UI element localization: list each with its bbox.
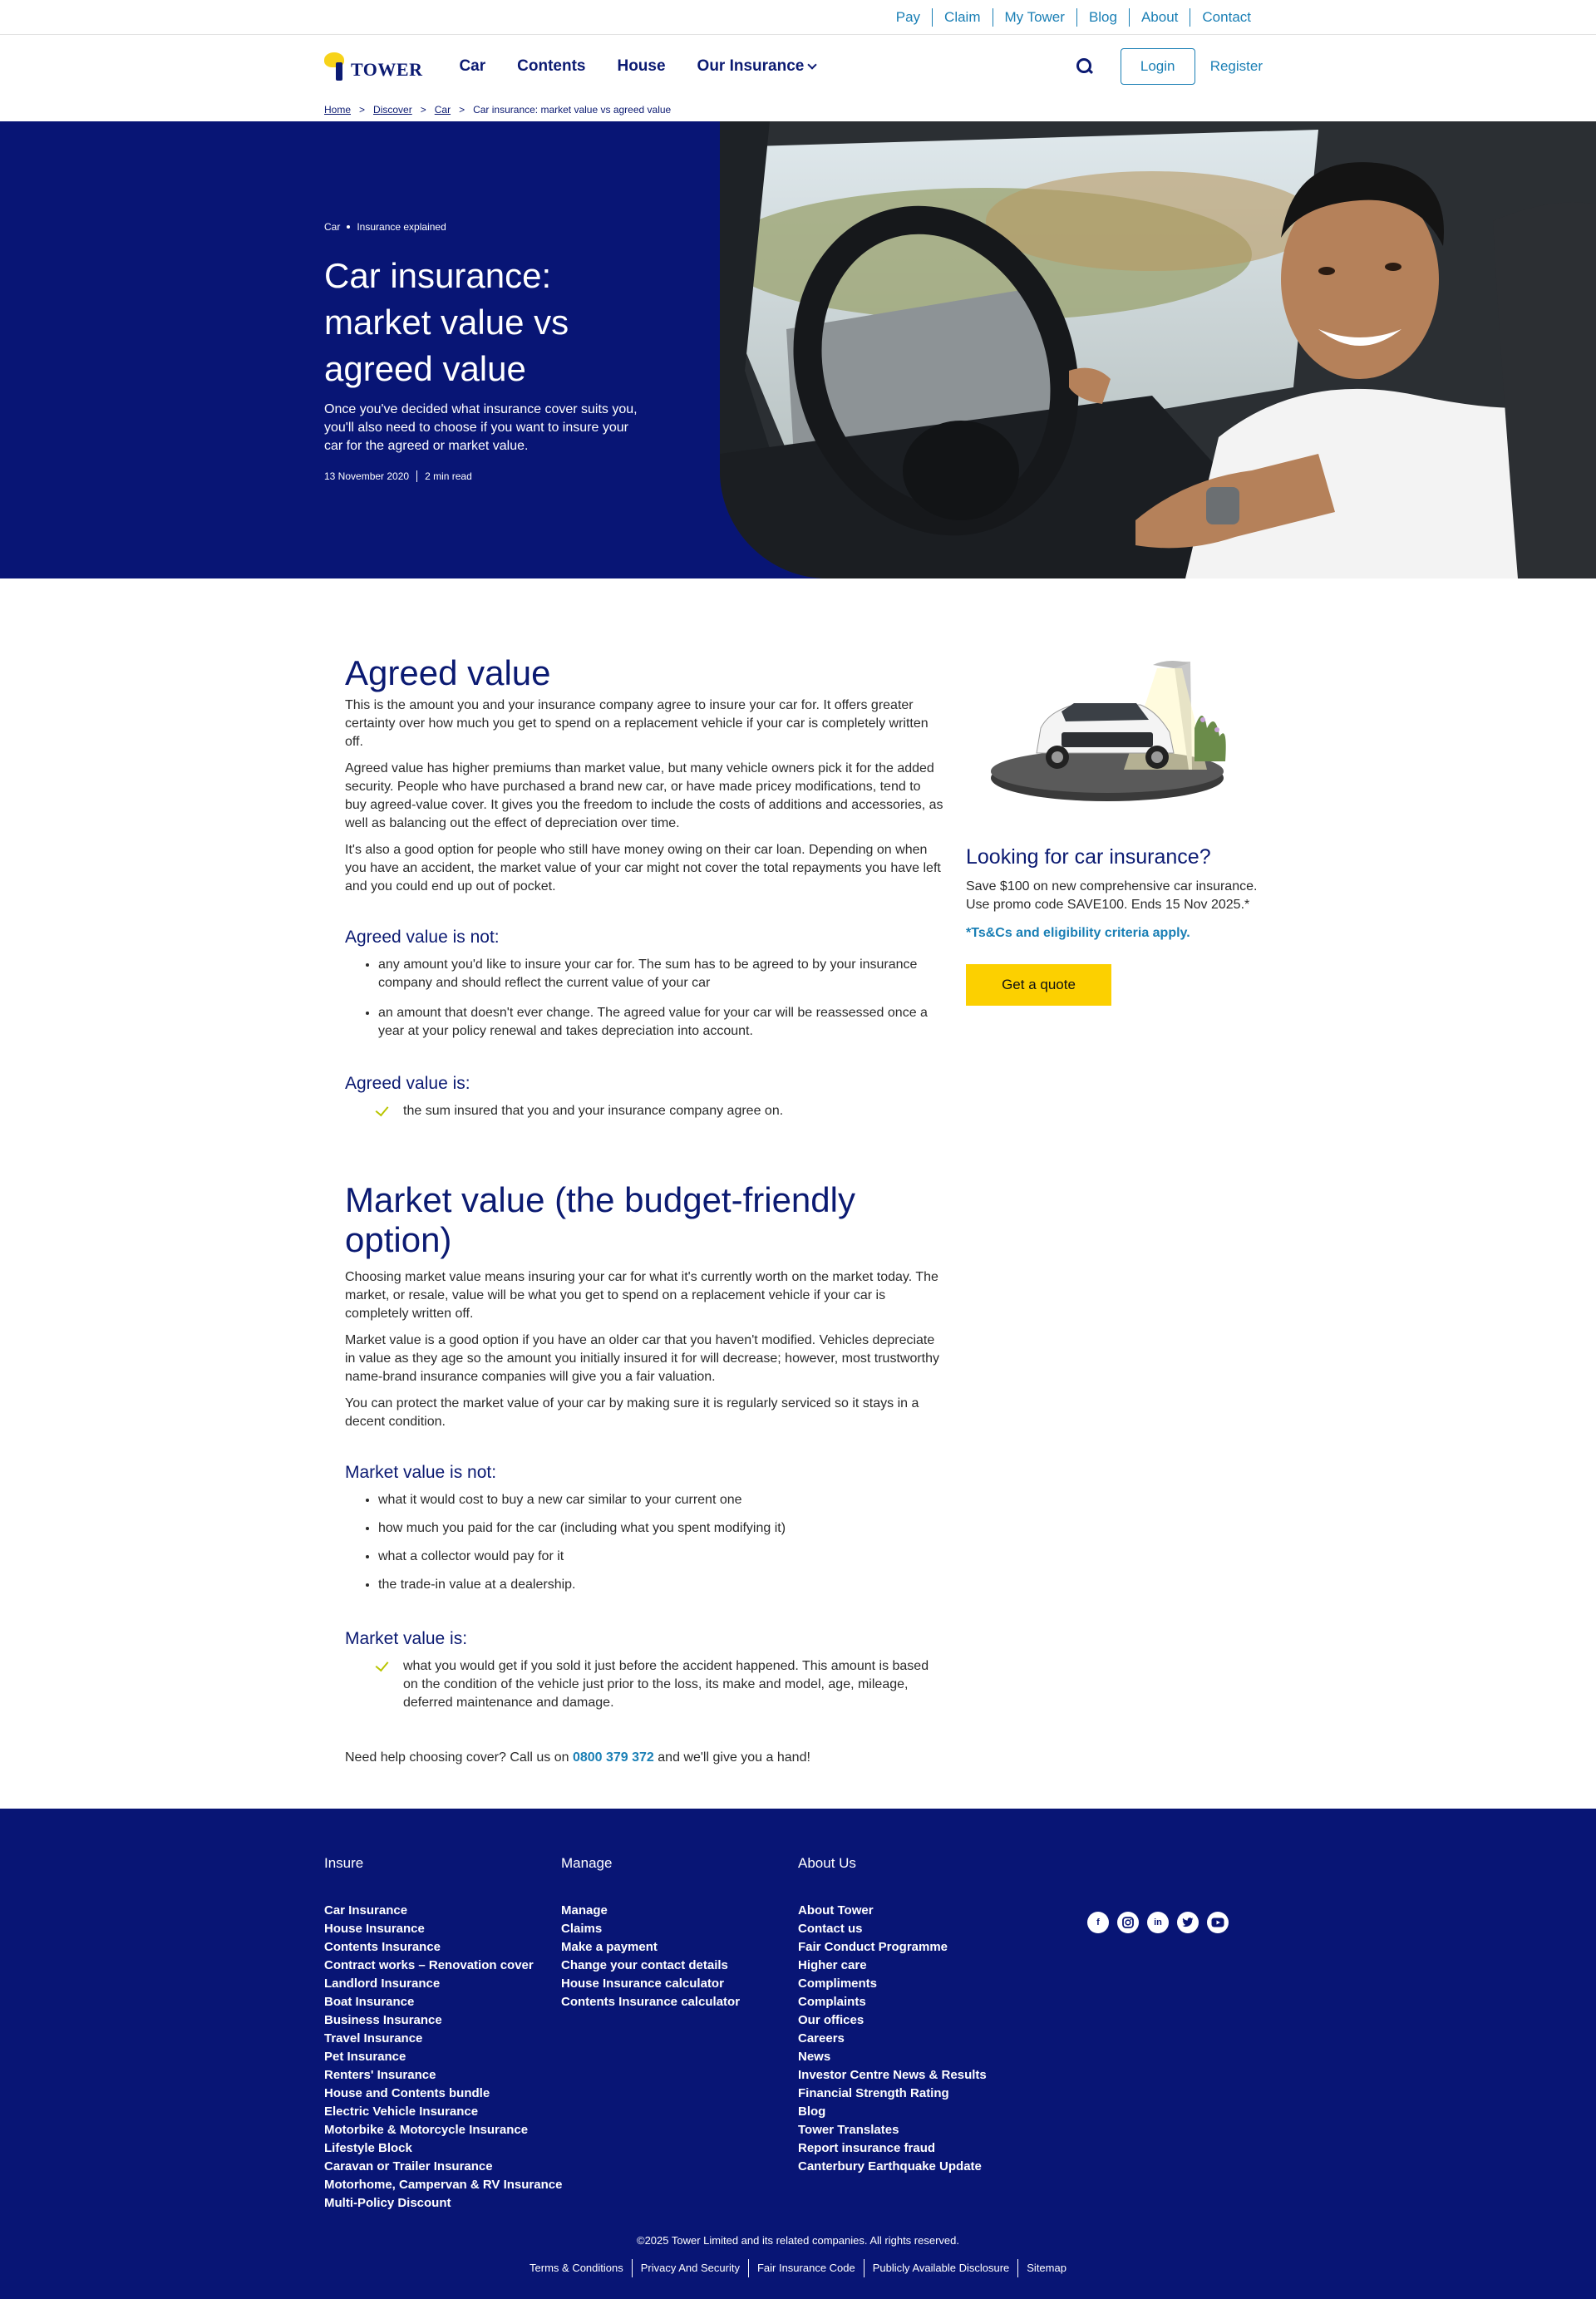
footer-col-manage [561,1855,740,2011]
list-item-text: the sum insured that you and your insurance company agree on. [403,1104,784,1118]
footer-link[interactable]: Pet Insurance [324,2050,406,2064]
footer-link[interactable]: House and Contents bundle [324,2086,490,2100]
footer-link[interactable]: Landlord Insurance [324,1977,441,1991]
util-link-blog[interactable]: Blog [1076,8,1129,27]
footer-heading-manage: Manage [561,1855,613,1871]
nav-links [459,57,815,76]
legal-link-fair-insurance-code[interactable]: Fair Insurance Code [748,2259,864,2277]
footer-heading-insure: Insure [324,1855,364,1871]
list-item: • how much you paid for the car (including what you spent modifying it) [378,1519,943,1538]
check-icon [376,1658,389,1672]
footer-link[interactable]: Motorbike & Motorcycle Insurance [324,2123,529,2137]
footer-link[interactable]: About Tower [798,1903,874,1917]
market-value-heading: Market value (the budget-friendly option) [345,1180,855,1259]
breadcrumb-car[interactable]: Car [434,104,451,116]
linkedin-icon[interactable]: in [1147,1912,1169,1933]
footer-link[interactable]: Careers [798,2031,845,2045]
hero-photo-illustration [720,121,1596,578]
footer-link[interactable]: Caravan or Trailer Insurance [324,2159,493,2173]
agreed-value-heading: Agreed value [345,653,551,692]
help-text-suffix: and we'll give you a hand! [658,1750,810,1765]
help-text [345,1749,943,1767]
get-a-quote-button[interactable]: Get a quote [966,964,1111,1006]
footer-link[interactable]: Blog [798,2105,826,2119]
footer-link[interactable]: Complaints [798,1995,866,2009]
footer-link[interactable]: Motorhome, Campervan & RV Insurance [324,2178,563,2192]
meta-divider [416,470,417,482]
legal-link-sitemap[interactable]: Sitemap [1017,2259,1075,2277]
breadcrumb-discover[interactable]: Discover [373,104,412,116]
agreed-value-is-not-list [378,956,943,1041]
car-on-platform-image [983,653,1240,811]
util-link-my-tower[interactable]: My Tower [993,8,1076,27]
tag-insurance-explained: Insurance explained [357,221,446,233]
phone-link[interactable]: 0800 379 372 [572,1750,654,1765]
footer-link[interactable]: House Insurance [324,1922,425,1936]
footer-link[interactable]: Renters' Insurance [324,2068,436,2082]
footer-link[interactable]: Manage [561,1903,608,1917]
market-value-is-list [378,1657,943,1712]
promo-text: Save $100 on new comprehensive car insurance. Use promo code SAVE100. Ends 15 Nov 2025.* [966,879,1258,912]
promo-heading: Looking for car insurance? [966,845,1211,869]
footer-link[interactable]: Business Insurance [324,2013,442,2027]
nav-car[interactable]: Car [459,57,486,75]
legal-link-disclosure[interactable]: Publicly Available Disclosure [864,2259,1018,2277]
footer-link[interactable]: Tower Translates [798,2123,899,2137]
agreed-value-is-not-heading: Agreed value is not: [345,928,500,947]
promo-panel [966,653,1265,1006]
footer-col-about [798,1855,987,2176]
nav-actions [1076,48,1263,85]
footer-link[interactable]: Contents Insurance calculator [561,1995,741,2009]
utility-nav [0,0,1596,35]
breadcrumb-separator: > [420,104,426,116]
terms-link[interactable]: *Ts&Cs and eligibility criteria apply. [966,926,1190,940]
footer-link[interactable]: Lifestyle Block [324,2141,412,2155]
hero-lead: Once you've decided what insurance cover suits you, you'll also need to choose if you want to insure your car for the agreed or market value. [324,402,638,453]
check-icon [376,1103,389,1117]
nav-our-insurance-label: Our Insurance [697,57,805,75]
list-item [378,1657,943,1712]
article-body [345,653,943,1767]
list-item: • the trade-in value at a dealership. [378,1576,943,1594]
footer-link[interactable]: Contact us [798,1922,863,1936]
footer-link[interactable]: Financial Strength Rating [798,2086,949,2100]
list-item: • what a collector would pay for it [378,1548,943,1566]
agreed-paragraph: It's also a good option for people who still have money owing on their car loan. Depending on when you have an accident, the market value of your car might not cover the total repayments you have left and you could end up out of pocket. [345,843,941,894]
article-section [0,578,1596,1809]
legal-link-terms[interactable]: Terms & Conditions [530,2262,623,2274]
login-button[interactable]: Login [1121,48,1195,85]
page-title: Car insurance: market value vs agreed value [324,256,569,388]
footer-link[interactable]: Canterbury Earthquake Update [798,2159,982,2173]
tower-logo-text: TOWER [351,59,423,80]
read-time: 2 min read [425,470,472,482]
twitter-icon[interactable] [1177,1912,1199,1933]
breadcrumb-separator: > [359,104,366,116]
footer-link[interactable]: Compliments [798,1977,878,1991]
main-nav [0,35,1596,98]
tower-logo[interactable] [324,52,422,81]
list-item-text: what you would get if you sold it just before the accident happened. This amount is based on the condition of the vehicle just prior to the loss, its make and model, age, mileage, deferred maintenance and damage. [403,1659,929,1710]
list-item: • any amount you'd like to insure your car for. The sum has to be agreed to by your insurance company and should reflect the current value of your car [378,956,943,992]
footer-heading-about: About Us [798,1855,856,1871]
tag-dot-separator [347,225,350,229]
breadcrumb-separator: > [459,104,466,116]
instagram-icon[interactable] [1117,1912,1139,1933]
breadcrumb-home[interactable]: Home [324,104,352,116]
agreed-value-is-list [378,1102,943,1120]
footer-link[interactable]: Change your contact details [561,1958,728,1972]
copyright: ©2025 Tower Limited and its related companies. All rights reserved. [637,2234,959,2247]
market-value-is-not-heading: Market value is not: [345,1463,497,1482]
agreed-paragraph: This is the amount you and your insurance company agree to insure your car for. It offers greater certainty over how much you get to spend on a replacement vehicle if your car is completely written off. [345,698,929,749]
footer-link[interactable]: News [798,2050,831,2064]
publish-date: 13 November 2020 [324,470,410,482]
search-icon[interactable] [1076,57,1094,76]
footer-link[interactable]: Contents Insurance [324,1940,441,1954]
util-link-contact[interactable]: Contact [1190,8,1263,27]
youtube-icon[interactable] [1207,1912,1229,1933]
hero-photo-man-driving-car [720,121,1596,578]
util-link-pay[interactable]: Pay [895,8,921,25]
agreed-value-is-heading: Agreed value is: [345,1074,470,1093]
market-paragraph: You can protect the market value of your car by making sure it is regularly serviced so it stays in a decent condition. [345,1396,919,1429]
agreed-paragraph: Agreed value has higher premiums than market value, but many vehicle owners pick it for the added security. People who have purchased a brand new car, or have made pricey modifications, tend to buy agreed-value cover. It gives you the freedom to include the costs of additions and accessories, as well as balancing out the effect of depreciation over time. [345,761,943,830]
site-footer [0,1809,1596,2299]
footer-link[interactable]: House Insurance calculator [561,1977,724,1991]
footer-link[interactable]: Claims [561,1922,603,1936]
footer-link[interactable]: Fair Conduct Programme [798,1940,948,1954]
legal-link-privacy[interactable]: Privacy And Security [632,2259,748,2277]
market-value-is-not-list [378,1491,943,1594]
hero-banner [0,121,1596,578]
register-link[interactable]: Register [1209,58,1263,74]
nav-contents[interactable]: Contents [517,57,586,75]
car-illustration [966,653,1265,815]
footer-link[interactable]: Higher care [798,1958,867,1972]
chevron-down-icon [808,60,817,69]
footer-link[interactable]: Travel Insurance [324,2031,423,2045]
market-value-is-heading: Market value is: [345,1629,468,1648]
legal-links [0,2259,1596,2277]
footer-link[interactable]: Boat Insurance [324,1995,415,2009]
social-links [1087,1912,1229,1933]
list-item: • an amount that doesn't ever change. The agreed value for your car will be reassessed once a year at your policy renewal and takes depreciation into account. [378,1004,943,1041]
footer-col-insure [324,1855,562,2213]
footer-link[interactable]: Electric Vehicle Insurance [324,2105,479,2119]
nav-house[interactable]: House [617,57,666,75]
footer-link[interactable]: Report insurance fraud [798,2141,936,2155]
article-tags [324,221,640,233]
breadcrumb [0,98,1596,121]
footer-link[interactable]: Make a payment [561,1940,658,1954]
article-meta [324,470,640,482]
breadcrumb-current: Car insurance: market value vs agreed value [473,104,672,116]
footer-link[interactable]: Car Insurance [324,1903,408,1917]
facebook-icon[interactable]: f [1087,1912,1109,1933]
hero-text [324,221,640,482]
footer-link[interactable]: Our offices [798,2013,864,2027]
footer-link[interactable]: Investor Centre News & Results [798,2068,987,2082]
tag-car: Car [324,221,341,233]
tower-logo-icon [324,52,347,81]
list-item [378,1102,943,1120]
market-paragraph: Choosing market value means insuring your car for what it's currently worth on the market today. The market, or resale, value will be what you get to spend on a replacement vehicle if your car is completely written off. [345,1270,938,1321]
footer-link[interactable]: Multi-Policy Discount [324,2196,451,2210]
util-link-about[interactable]: About [1129,8,1190,27]
help-text-prefix: Need help choosing cover? Call us on [345,1750,569,1765]
market-paragraph: Market value is a good option if you have an older car that you haven't modified. Vehicles depreciate in value as they age so the amount you initially insured it for will decrease; however, most trustworthy name-brand insurance companies will give you a fair valuation. [345,1333,940,1384]
list-item: • what it would cost to buy a new car similar to your current one [378,1491,943,1509]
util-link-claim[interactable]: Claim [932,8,992,27]
footer-link[interactable]: Contract works – Renovation cover [324,1958,534,1972]
nav-our-insurance[interactable] [697,57,816,76]
